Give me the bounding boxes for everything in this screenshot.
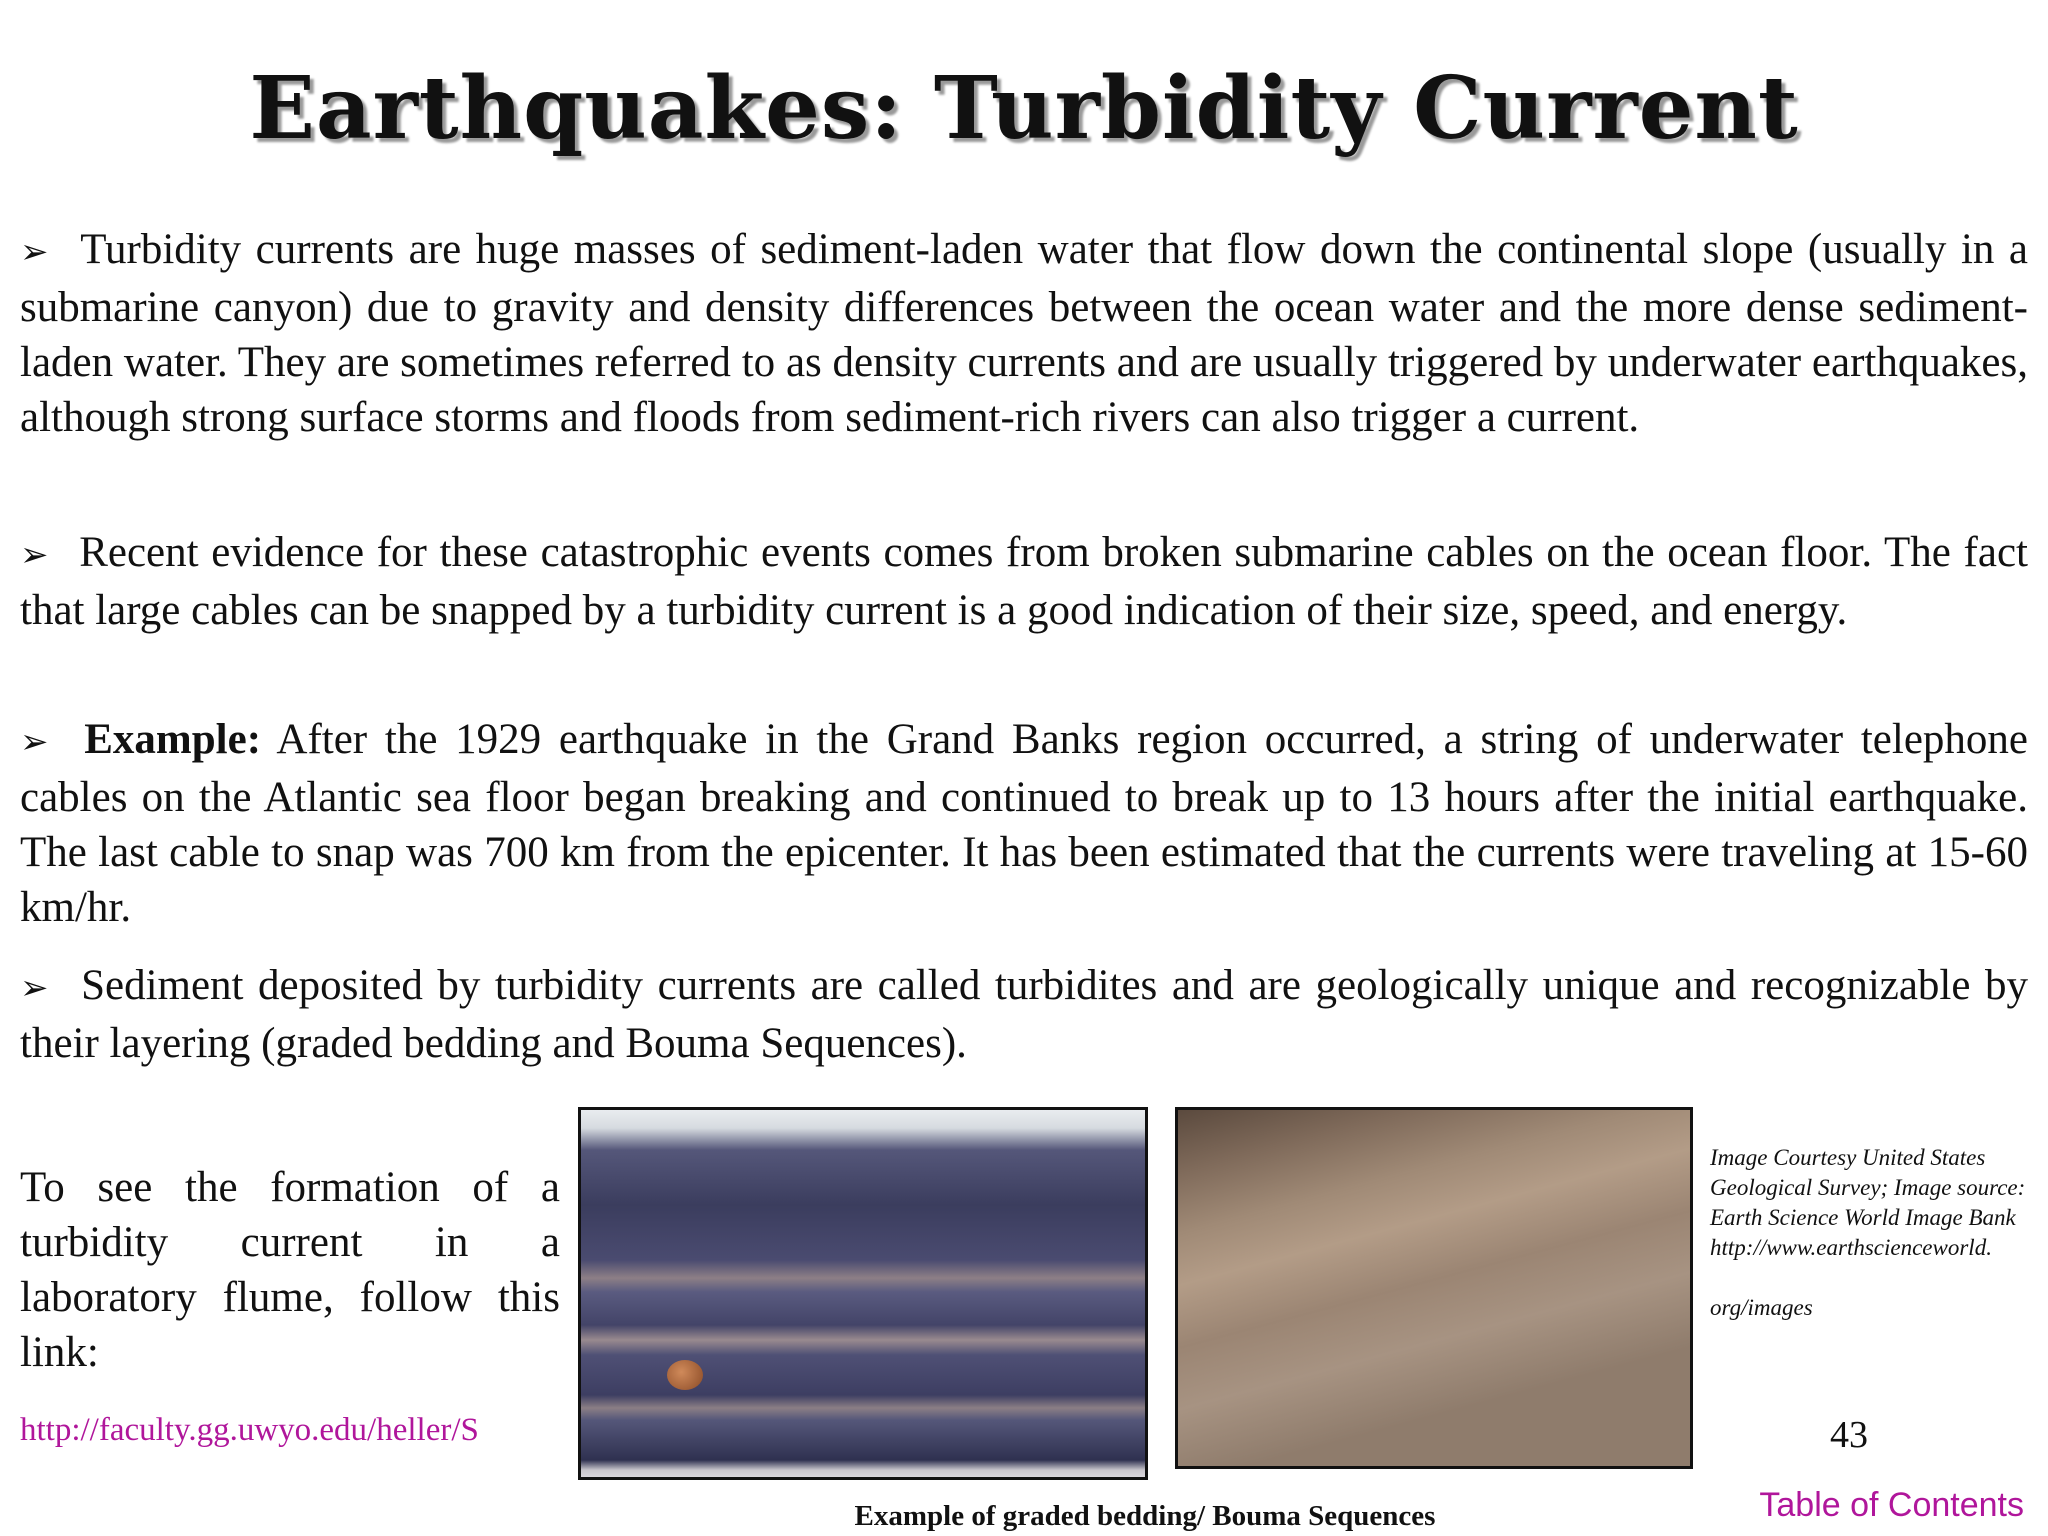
example-label: Example: (84, 716, 262, 763)
graded-bedding-photo (578, 1107, 1148, 1480)
image-credit-tail: org/images (1710, 1295, 1813, 1320)
arrow-bullet-icon: ➢ (20, 232, 49, 272)
page-number: 43 (1830, 1414, 1868, 1456)
bouma-sequence-outcrop-photo (1175, 1107, 1693, 1469)
bullet-text: Turbidity currents are huge masses of sediment-laden water that flow down the continental slope (usually in a submarine canyon) due to gravity and density differences between the ocean water and the more dense sediment-laden water. They are sometimes referred to as density currents and are usually triggered by underwater earthquakes, although strong surface storms and floods from sediment-rich rivers can also trigger a current. (20, 226, 2028, 441)
arrow-bullet-icon: ➢ (20, 968, 49, 1008)
arrow-bullet-icon: ➢ (20, 535, 49, 575)
flume-video-link[interactable]: http://faculty.gg.uwyo.edu/heller/S (20, 1412, 479, 1448)
penny-scale (667, 1360, 703, 1390)
bullet-grand-banks-example (20, 712, 2028, 935)
image-credit-main: Image Courtesy United States Geological Survey; Image source: Earth Science World Image Bank http://www.earthscienceworld. (1710, 1145, 2026, 1260)
bullet-text: Sediment deposited by turbidity currents are called turbidites and are geologically unique and recognizable by their layering (graded bedding and Bouma Sequences). (20, 962, 2029, 1067)
bullet-turbidites (20, 958, 2028, 1071)
bullet-text: Recent evidence for these catastrophic events comes from broken submarine cables on the ocean floor. The fact that large cables can be snapped by a turbidity current is a good indication of their size, speed, and energy. (20, 529, 2028, 634)
image-credit (1710, 1143, 2040, 1323)
arrow-bullet-icon: ➢ (20, 722, 49, 762)
bullet-turbidity-definition (20, 222, 2028, 445)
table-of-contents-link[interactable]: Table of Contents (1759, 1486, 2024, 1524)
flume-link-intro: To see the formation of a turbidity current in a laboratory flume, follow this link: (20, 1164, 560, 1376)
image-caption: Example of graded bedding/ Bouma Sequences (854, 1500, 1436, 1532)
slide-title: Earthquakes: Turbidity Current (249, 58, 1799, 159)
bullet-cable-evidence (20, 525, 2028, 638)
bullet-text: After the 1929 earthquake in the Grand Banks region occurred, a string of underwater telephone cables on the Atlantic sea floor began breaking and continued to break up to 13 hours after the initial earthquake. The last cable to snap was 700 km from the epicenter. It has been estimated that the currents were traveling at 15-60 km/hr. (20, 716, 2028, 931)
